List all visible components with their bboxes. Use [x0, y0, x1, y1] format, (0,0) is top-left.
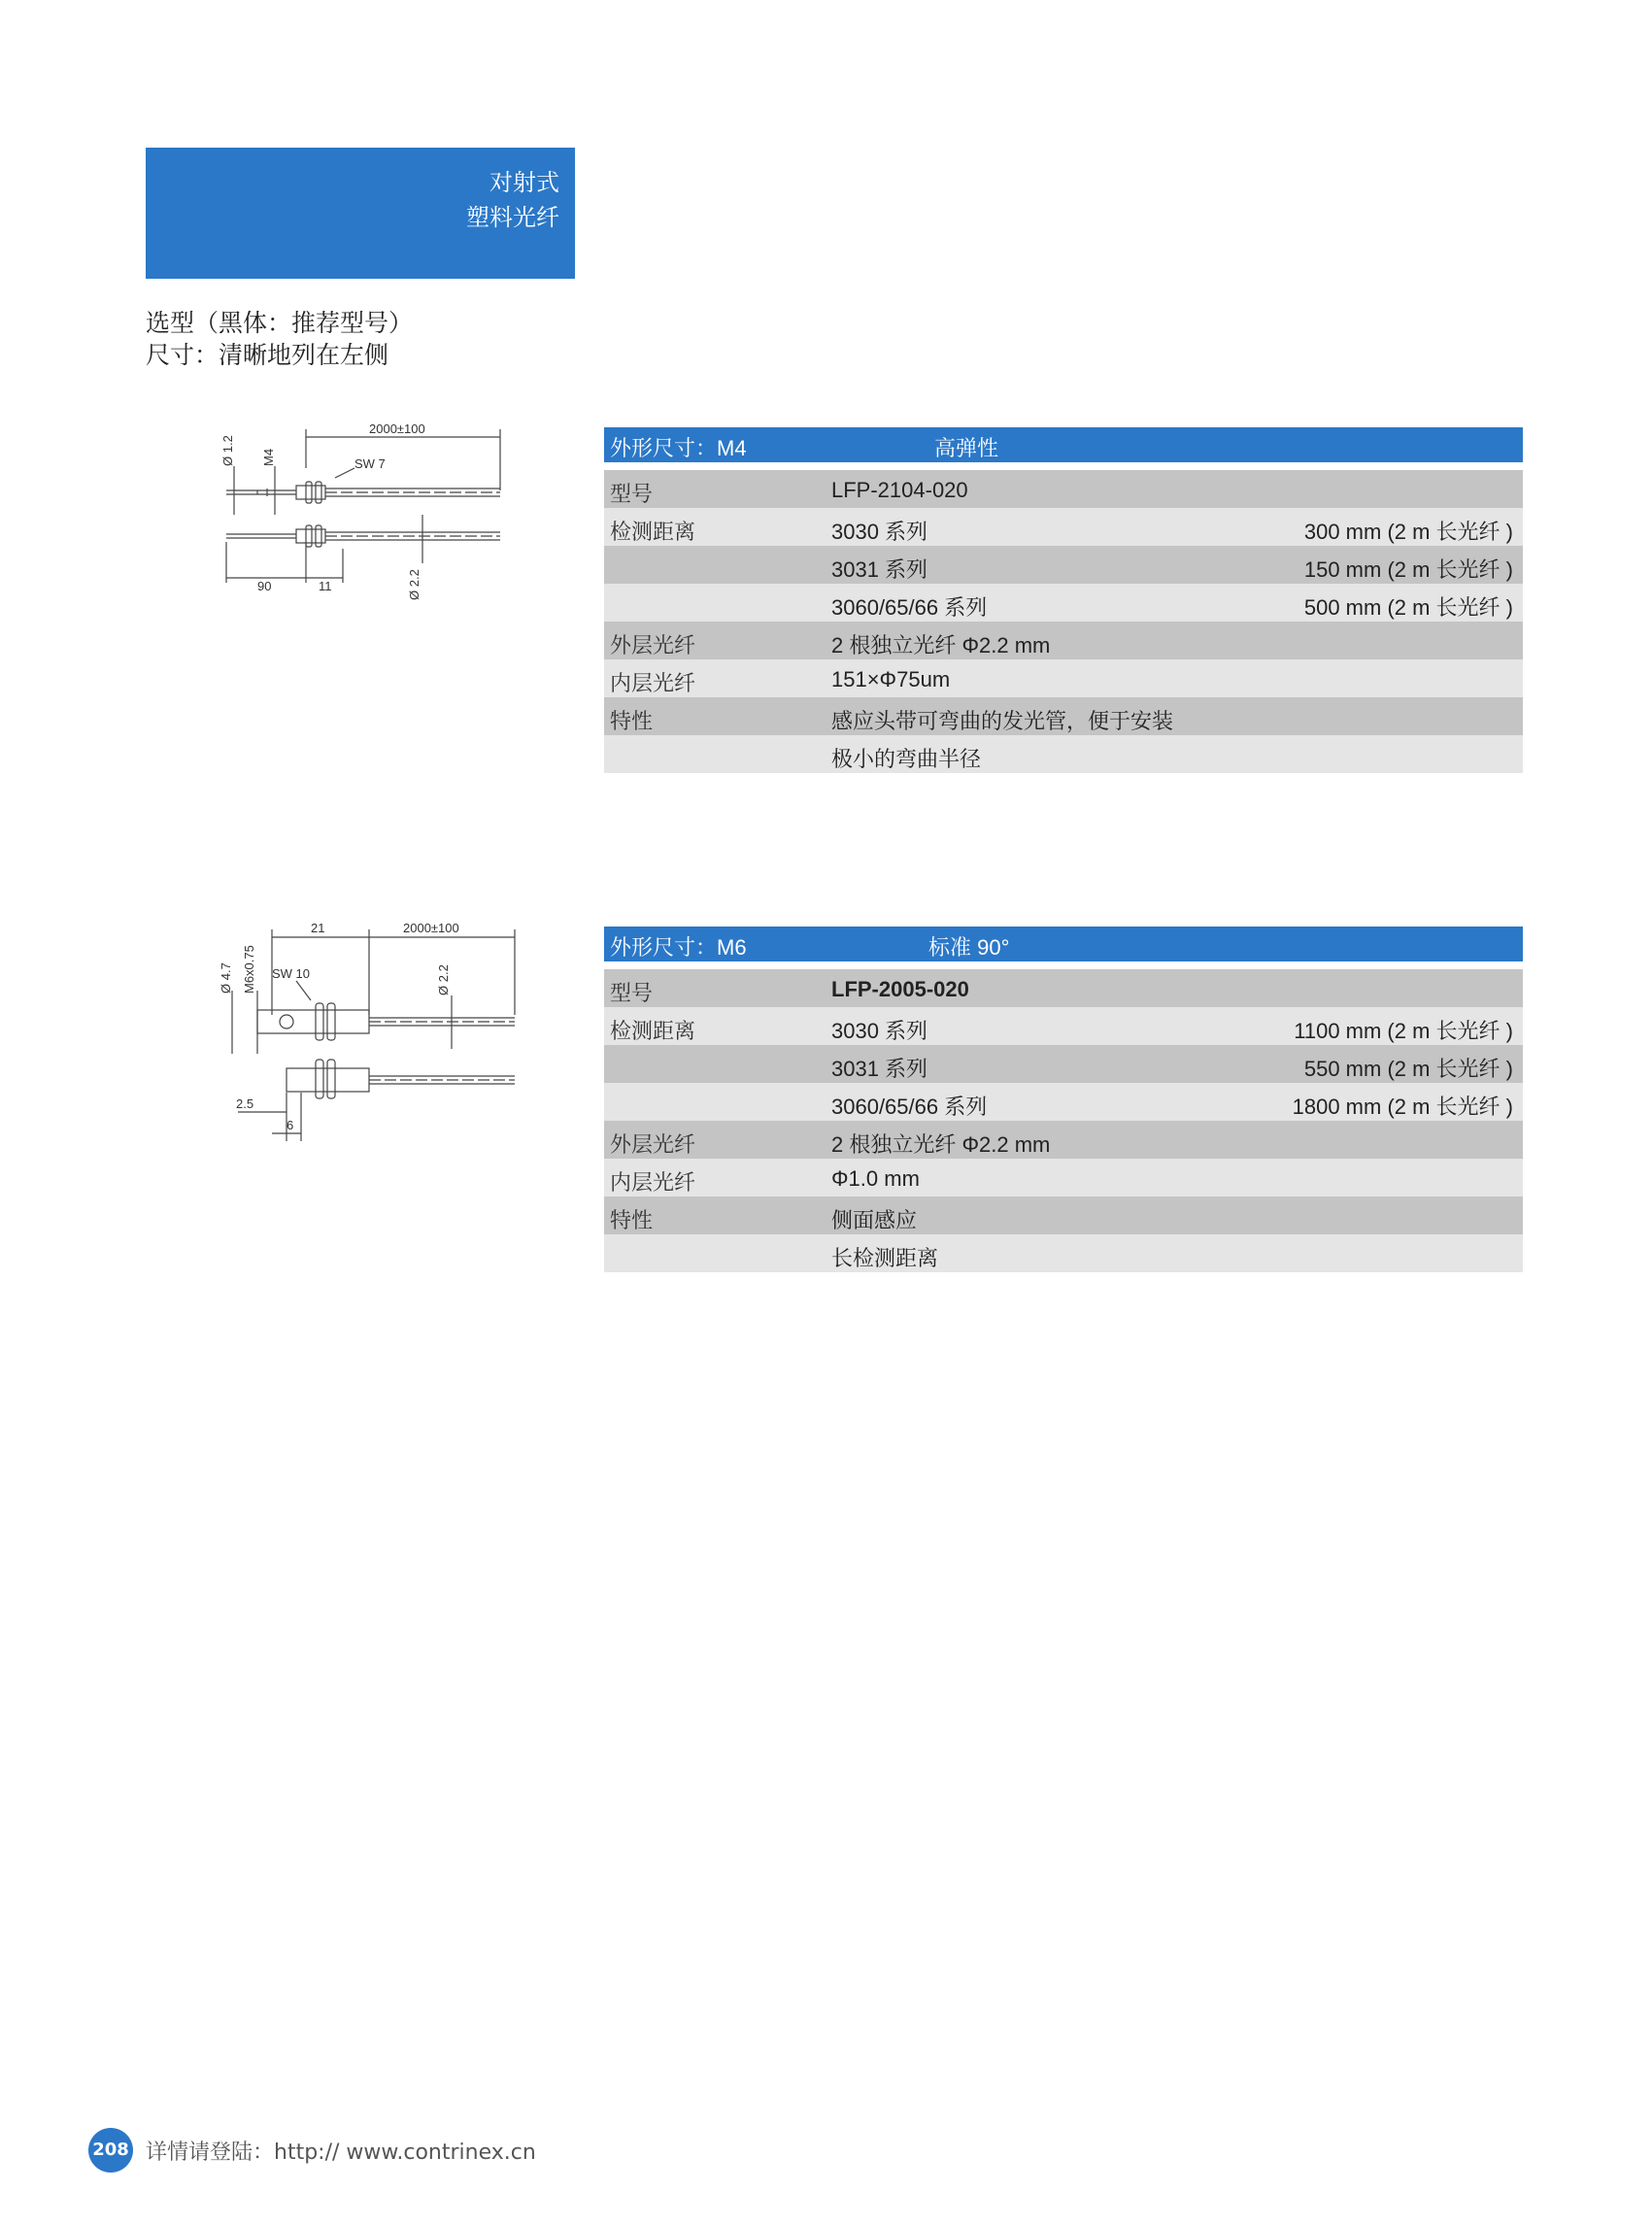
row-value: 侧面感应: [831, 1208, 918, 1232]
row-value: 极小的弯曲半径: [831, 747, 982, 771]
row-right: 1800 mm (2 m 长光纤 ): [1292, 1095, 1513, 1119]
row-label: 内层光纤: [610, 1170, 696, 1195]
row-value: Φ1.0 mm: [831, 1166, 920, 1191]
row-value: 3030 系列: [831, 1019, 928, 1043]
row-value: 3060/65/66 系列: [831, 595, 988, 620]
spec-row: [604, 546, 1523, 584]
spec-row: [604, 508, 1523, 546]
dim-m6: M6x0.75: [242, 945, 256, 994]
row-label: 内层光纤: [610, 671, 696, 695]
spec-row: [604, 1007, 1523, 1045]
dim-sw: SW 10: [272, 966, 311, 981]
spec-row: [604, 470, 1523, 508]
spec-row: [604, 659, 1523, 697]
row-value: 2 根独立光纤 Φ2.2 mm: [831, 633, 1051, 657]
spec-row: [604, 1045, 1523, 1083]
dim-phi22: Ø 2.2: [407, 569, 421, 600]
row-label: 型号: [610, 482, 654, 506]
spec-title-bar: [604, 427, 1523, 462]
row-value: LFP-2104-020: [831, 478, 968, 502]
row-value: 长检测距离: [831, 1246, 939, 1270]
dim-phi47: Ø 4.7: [219, 962, 233, 994]
spec-row: [604, 735, 1523, 773]
page-number-badge: 208: [88, 2128, 133, 2173]
row-value: 3031 系列: [831, 1057, 928, 1081]
spec-table-m6: [604, 927, 1523, 1272]
header-line2: 塑料光纤: [466, 204, 559, 231]
dim-phi22: Ø 2.2: [436, 964, 451, 995]
spec-row: [604, 622, 1523, 659]
dim-6: 6: [287, 1118, 294, 1132]
spec-row: [604, 584, 1523, 622]
row-value: 感应头带可弯曲的发光管，便于安装: [831, 709, 1174, 733]
intro-line2: 尺寸：清晰地列在左侧: [146, 341, 389, 369]
row-label: 特性: [610, 709, 654, 733]
spec-row: [604, 1234, 1523, 1272]
dim-length: 2000±100: [369, 421, 425, 436]
row-right: 550 mm (2 m 长光纤 ): [1303, 1057, 1513, 1081]
row-label: 外层光纤: [610, 1132, 696, 1157]
dimension-drawing-m4: [219, 418, 510, 602]
spec-title: 外形尺寸：M4: [610, 436, 747, 460]
dim-length: 2000±100: [403, 921, 459, 935]
row-label: 型号: [610, 981, 654, 1005]
dim-21: 21: [311, 921, 325, 935]
dim-m4: M4: [261, 448, 276, 466]
dim-phi12: Ø 1.2: [220, 435, 235, 466]
row-label: 外层光纤: [610, 633, 696, 657]
spec-row: [604, 1121, 1523, 1159]
row-value: 151×Φ75um: [831, 667, 951, 691]
spec-row: [604, 1083, 1523, 1121]
row-value: 2 根独立光纤 Φ2.2 mm: [831, 1132, 1051, 1157]
spec-title-bar: [604, 927, 1523, 961]
row-right: 500 mm (2 m 长光纤 ): [1303, 595, 1513, 620]
row-right: 150 mm (2 m 长光纤 ): [1303, 557, 1513, 582]
spec-title: 外形尺寸：M6: [610, 935, 747, 960]
row-label: 特性: [610, 1208, 654, 1232]
row-label: 检测距离: [610, 520, 696, 544]
intro-line1: 选型（黑体：推荐型号）: [146, 309, 414, 337]
row-right: 1100 mm (2 m 长光纤 ): [1294, 1019, 1513, 1043]
spec-row: [604, 969, 1523, 1007]
dim-11: 11: [319, 579, 332, 593]
dim-sw: SW 7: [354, 456, 386, 471]
dim-25: 2.5: [236, 1096, 254, 1111]
spec-row: [604, 1197, 1523, 1234]
spec-subtitle: 高弹性: [934, 436, 999, 460]
spec-table-m4: [604, 427, 1523, 773]
dim-90: 90: [257, 579, 272, 593]
row-value: 3060/65/66 系列: [831, 1095, 988, 1119]
row-value: 3031 系列: [831, 557, 928, 582]
spec-subtitle: 标准 90°: [928, 935, 1010, 960]
spec-row: [604, 1159, 1523, 1197]
row-label: 检测距离: [610, 1019, 696, 1043]
footer-website-link[interactable]: 详情请登陆：http:// www.contrinex.cn: [146, 2141, 536, 2165]
section-header: [146, 148, 575, 279]
dimension-drawing-m6: [219, 918, 529, 1151]
row-right: 300 mm (2 m 长光纤 ): [1303, 520, 1513, 544]
row-value: 3030 系列: [831, 520, 928, 544]
row-value: LFP-2005-020: [831, 977, 969, 1001]
header-line1: 对射式: [489, 169, 559, 196]
spec-row: [604, 697, 1523, 735]
